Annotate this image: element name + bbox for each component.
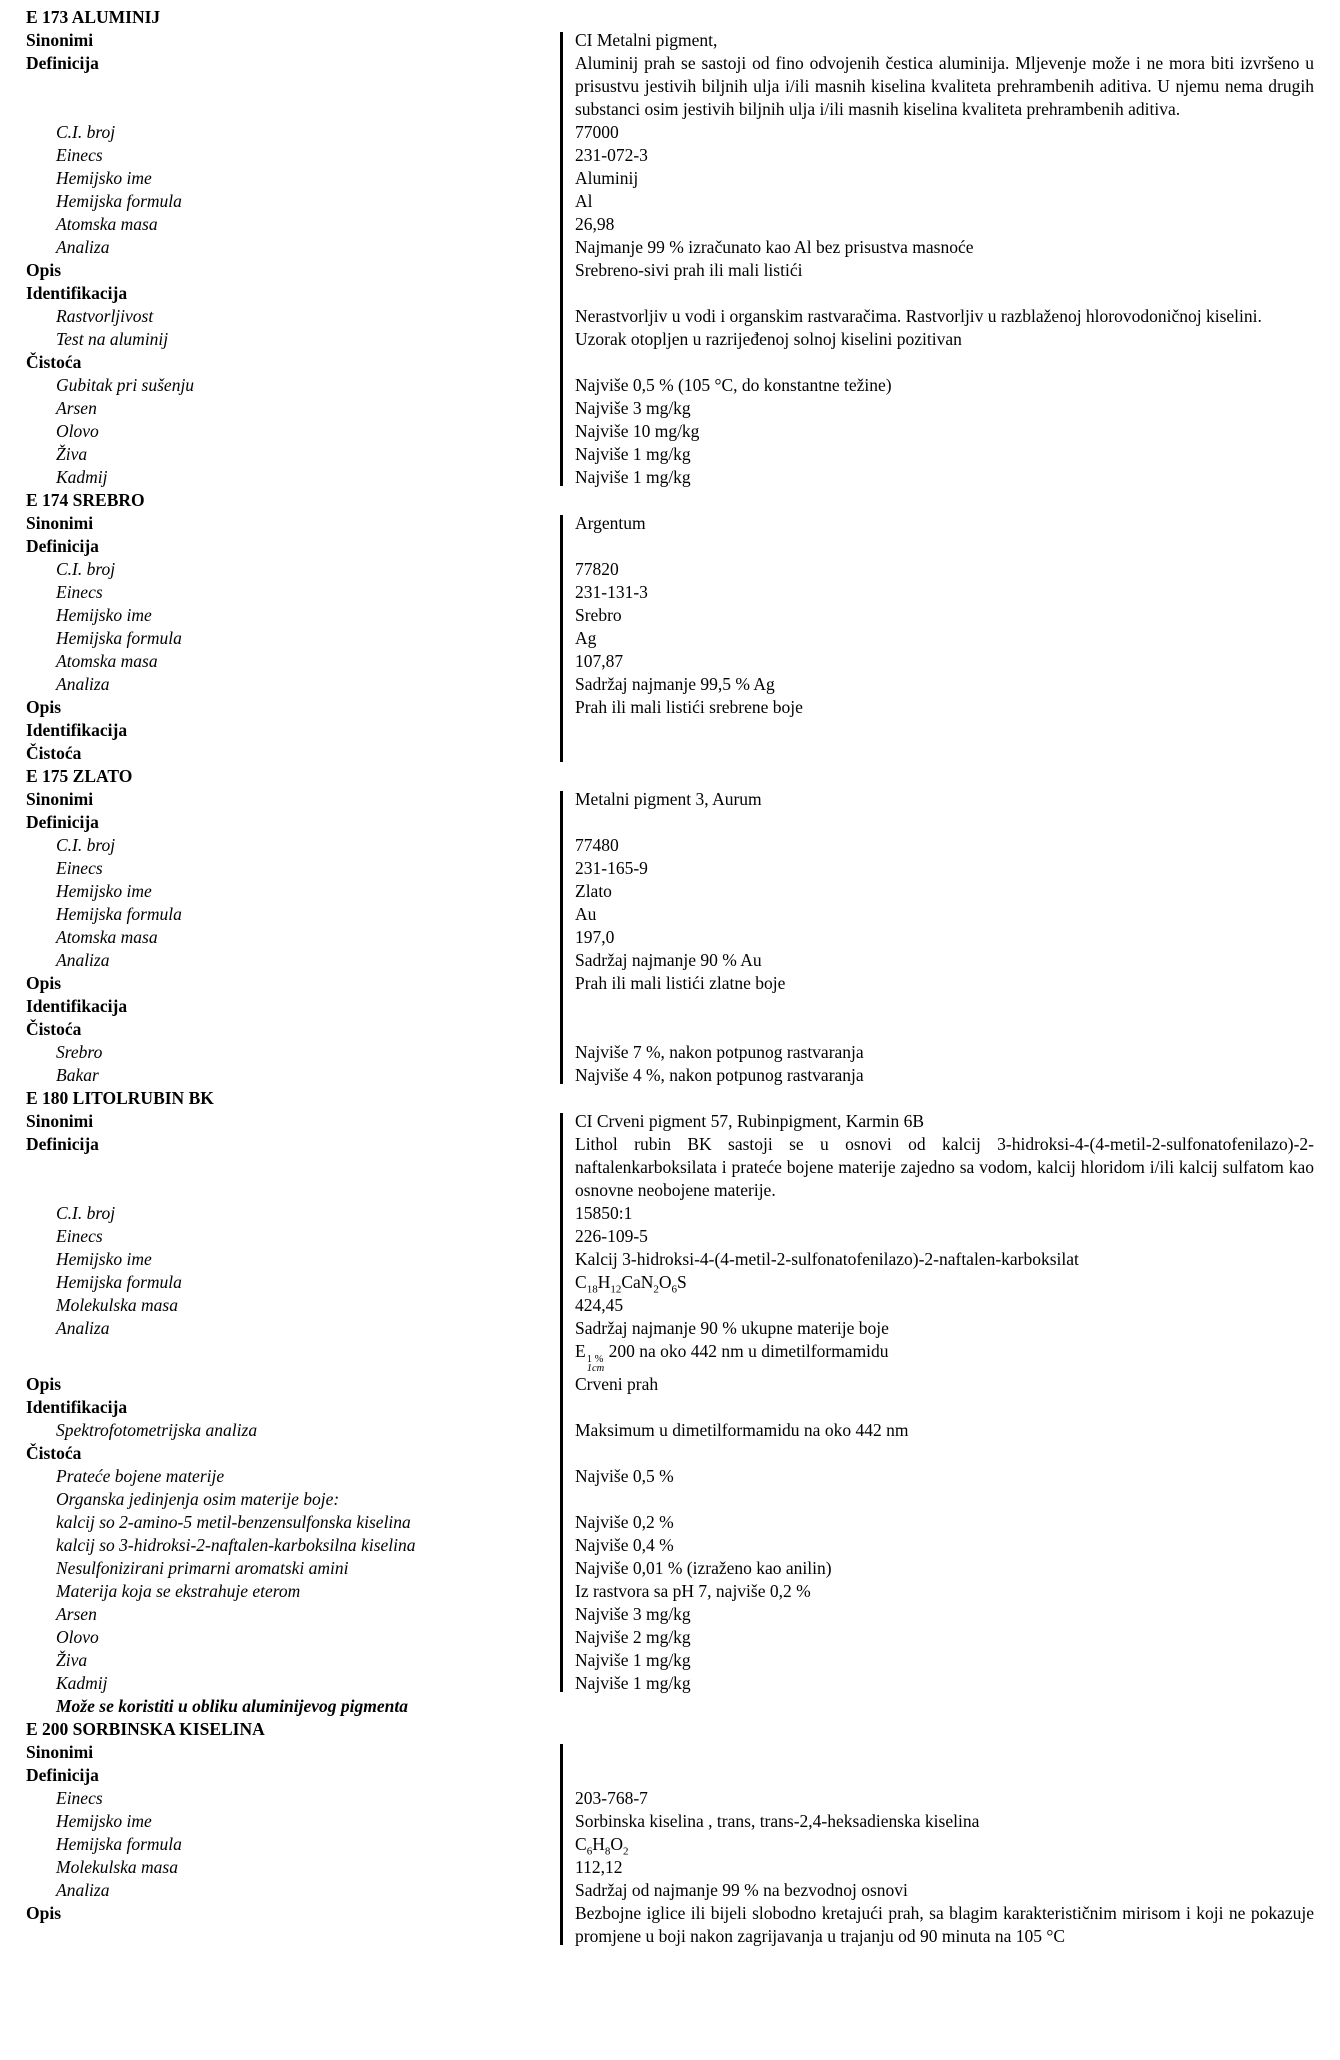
- row-value: 424,45: [575, 1295, 624, 1315]
- row-value: 231-165-9: [575, 858, 648, 878]
- row-value: 231-072-3: [575, 145, 648, 165]
- row-label: Identifikacija: [26, 1397, 128, 1417]
- row-value: Prah ili mali listići zlatne boje: [575, 973, 786, 993]
- spec-row: [0, 857, 1340, 880]
- row-label: Organska jedinjenja osim materije boje:: [56, 1489, 340, 1509]
- spec-row: [0, 1902, 1340, 1948]
- row-label: Atomska masa: [56, 927, 158, 947]
- spec-row: [0, 1373, 1340, 1396]
- row-label: C.I. broj: [56, 1203, 116, 1223]
- row-value: Kalcij 3-hidroksi-4-(4-metil-2-sulfonatofenilazo)-2-naftalen-karboksilat: [575, 1249, 1079, 1269]
- section-body: [0, 512, 1340, 765]
- spec-row: [0, 604, 1340, 627]
- row-label: Definicija: [26, 536, 99, 556]
- spec-row: [0, 236, 1340, 259]
- spec-row: [0, 1396, 1340, 1419]
- row-value: Lithol rubin BK sastoji se u osnovi od kalcij 3-hidroksi-4-(4-metil-2-sulfonatofenilazo)-2-naftalenkarboksilata i prateće bojene materije zajedno sa vodom, kalcij hloridom i/ili kalcij sulfatom kao osnovne neobojene materije.: [575, 1134, 1314, 1200]
- spec-row: [0, 926, 1340, 949]
- row-value: Nerastvorljiv u vodi i organskim rastvaračima. Rastvorljiv u razblaženoj hlorovodoničnoj kiselini.: [575, 306, 1262, 326]
- spec-row: [0, 1580, 1340, 1603]
- row-label: Gubitak pri sušenju: [56, 375, 195, 395]
- sections: [0, 6, 1340, 1948]
- row-value: Uzorak otopljen u razrijeđenoj solnoj kiselini pozitivan: [575, 329, 962, 349]
- row-label: C.I. broj: [56, 122, 116, 142]
- spec-row: [0, 696, 1340, 719]
- row-label: Hemijska formula: [56, 904, 182, 924]
- spec-row: [0, 1810, 1340, 1833]
- spec-row: [0, 52, 1340, 121]
- row-value: [560, 742, 1340, 765]
- row-value: 231-131-3: [575, 582, 648, 602]
- row-value: 203-768-7: [575, 1788, 648, 1808]
- row-value: Najviše 0,5 % (105 °C, do konstantne težine): [575, 375, 892, 395]
- spec-row: [0, 1856, 1340, 1879]
- row-label: Kadmij: [56, 1673, 108, 1693]
- spec-row: [0, 512, 1340, 535]
- row-label: Einecs: [56, 582, 103, 602]
- row-label: Einecs: [56, 1226, 103, 1246]
- row-value: Sadržaj najmanje 90 % ukupne materije boje: [575, 1318, 889, 1338]
- row-label: kalcij so 3-hidroksi-2-naftalen-karboksilna kiselina: [56, 1535, 416, 1555]
- spec-row: [0, 788, 1340, 811]
- row-label: [0, 1340, 560, 1373]
- row-label: Arsen: [56, 398, 97, 418]
- spec-row: [0, 903, 1340, 926]
- row-value: Najviše 0,2 %: [575, 1512, 674, 1532]
- row-label: Prateće bojene materije: [56, 1466, 225, 1486]
- row-label: Čistoća: [26, 1019, 82, 1039]
- row-value: [560, 1340, 1340, 1373]
- section-e200-sorbinska-kiselina: [0, 1718, 1340, 1948]
- row-label: Opis: [26, 260, 62, 280]
- row-label: Kadmij: [56, 467, 108, 487]
- spec-row: [0, 351, 1340, 374]
- spec-row: [0, 1202, 1340, 1225]
- row-value: 77820: [575, 559, 619, 579]
- spec-row: [0, 1133, 1340, 1202]
- spec-row: [0, 719, 1340, 742]
- spec-row: [0, 880, 1340, 903]
- row-value: Al: [575, 191, 593, 211]
- spec-row: [0, 581, 1340, 604]
- section-e174-srebro: [0, 489, 1340, 765]
- row-label: Sinonimi: [26, 1111, 94, 1131]
- row-value: Najviše 3 mg/kg: [575, 398, 691, 418]
- row-value: 77000: [575, 122, 619, 142]
- spec-row: [0, 1041, 1340, 1064]
- row-value: Najviše 4 %, nakon potpunog rastvaranja: [575, 1065, 864, 1085]
- spec-row: [0, 627, 1340, 650]
- row-value: Sadržaj najmanje 99,5 % Ag: [575, 674, 775, 694]
- row-label: Analiza: [56, 674, 110, 694]
- row-label: Spektrofotometrijska analiza: [56, 1420, 258, 1440]
- spec-row: [0, 650, 1340, 673]
- row-label: Identifikacija: [26, 283, 128, 303]
- row-label: Hemijsko ime: [56, 605, 152, 625]
- row-label: kalcij so 2-amino-5 metil-benzensulfonska kiselina: [56, 1512, 411, 1532]
- row-value: [560, 1018, 1340, 1041]
- spec-row: [0, 328, 1340, 351]
- row-label: Opis: [26, 697, 62, 717]
- spec-row: [0, 466, 1340, 489]
- row-value: Najviše 0,4 %: [575, 1535, 674, 1555]
- section-header: E 180 LITOLRUBIN BK: [26, 1088, 214, 1108]
- row-value: Sadržaj najmanje 90 % Au: [575, 950, 762, 970]
- row-value: Bezbojne iglice ili bijeli slobodno kretajući prah, sa blagim karakterističnim mirisom i koji ne pokazuje promjene u boji nakon zagrijavanja u trajanju od 90 minuta na 105 °C: [575, 1903, 1314, 1946]
- spec-row: [0, 1248, 1340, 1271]
- spec-row: [0, 1879, 1340, 1902]
- row-value: Srebreno-sivi prah ili mali listići: [575, 260, 803, 280]
- extinction-coefficient: E 1 % 1cm 200 na oko 442 nm u dimetilformamidu: [575, 1341, 889, 1374]
- row-label: Einecs: [56, 858, 103, 878]
- row-value: [560, 351, 1340, 374]
- row-label: Definicija: [26, 1134, 99, 1154]
- section-header: E 174 SREBRO: [26, 490, 145, 510]
- row-label: Živa: [56, 444, 88, 464]
- spec-row: [0, 1442, 1340, 1465]
- row-label: Olovo: [56, 421, 99, 441]
- row-value: [560, 995, 1340, 1018]
- spec-row: [0, 1626, 1340, 1649]
- row-label: Sinonimi: [26, 1742, 94, 1762]
- row-value: Najviše 1 mg/kg: [575, 467, 691, 487]
- row-label: Hemijska formula: [56, 1834, 182, 1854]
- row-value: $C_6H_8O_2$: [575, 1834, 629, 1858]
- row-label: Atomska masa: [56, 651, 158, 671]
- spec-row: [0, 673, 1340, 696]
- spec-row: [0, 1649, 1340, 1672]
- row-value: Crveni prah: [575, 1374, 659, 1394]
- spec-row: [0, 1271, 1340, 1294]
- row-label: Olovo: [56, 1627, 99, 1647]
- row-label: Sinonimi: [26, 513, 94, 533]
- row-value: 112,12: [575, 1857, 623, 1877]
- spec-row: [0, 1787, 1340, 1810]
- spec-row: [0, 121, 1340, 144]
- row-value: 226-109-5: [575, 1226, 648, 1246]
- spec-row: [0, 1557, 1340, 1580]
- spec-row: [0, 305, 1340, 328]
- row-value: [560, 1488, 1340, 1511]
- row-label: Opis: [26, 1903, 62, 1923]
- spec-row: [0, 558, 1340, 581]
- spec-row: [0, 1488, 1340, 1511]
- row-label: Nesulfonizirani primarni aromatski amini: [56, 1558, 349, 1578]
- row-value: Maksimum u dimetilformamidu na oko 442 nm: [575, 1420, 909, 1440]
- row-value: 26,98: [575, 214, 615, 234]
- row-label: Analiza: [56, 237, 110, 257]
- spec-row: [0, 742, 1340, 765]
- row-value: $C_{18}H_{12}CaN_2O_6S$: [575, 1272, 687, 1296]
- section-body: [0, 29, 1340, 489]
- row-label: Može se koristiti u obliku aluminijevog pigmenta: [56, 1696, 408, 1716]
- row-value: Najviše 1 mg/kg: [575, 1673, 691, 1693]
- row-value: 77480: [575, 835, 619, 855]
- row-value: Prah ili mali listići srebrene boje: [575, 697, 803, 717]
- spec-row: [0, 259, 1340, 282]
- section-header: E 175 ZLATO: [26, 766, 133, 786]
- spec-row: [0, 811, 1340, 834]
- row-value: [560, 811, 1340, 834]
- row-label: Definicija: [26, 53, 99, 73]
- row-label: Einecs: [56, 1788, 103, 1808]
- spec-row: [0, 282, 1340, 305]
- spec-row: [0, 1764, 1340, 1787]
- spec-row: [0, 1225, 1340, 1248]
- row-label: Opis: [26, 973, 62, 993]
- spec-row: [0, 1672, 1340, 1695]
- row-value: Zlato: [575, 881, 612, 901]
- spec-row: [0, 374, 1340, 397]
- row-label: Bakar: [56, 1065, 99, 1085]
- row-value: Najviše 7 %, nakon potpunog rastvaranja: [575, 1042, 864, 1062]
- row-value: Aluminij prah se sastoji od fino odvojenih čestica aluminija. Mljevenje može i ne mora biti izvršeno u prisustvu jestivih biljnih ulja i/ili masnih kiselina kvaliteta prehrambenih aditiva. U njemu nema drugih substanci osim jestivih biljnih ulja i/ili masnih kiselina kvaliteta prehrambenih aditiva.: [575, 53, 1314, 119]
- row-value: CI Metalni pigment,: [575, 30, 718, 50]
- row-label: Opis: [26, 1374, 62, 1394]
- row-value: CI Crveni pigment 57, Rubinpigment, Karmin 6B: [575, 1111, 925, 1131]
- row-value: Najviše 1 mg/kg: [575, 444, 691, 464]
- section-header: E 200 SORBINSKA KISELINA: [26, 1719, 265, 1739]
- row-label: Materija koja se ekstrahuje eterom: [56, 1581, 301, 1601]
- spec-row: [0, 1534, 1340, 1557]
- row-value: Najviše 2 mg/kg: [575, 1627, 691, 1647]
- row-label: Hemijska formula: [56, 1272, 182, 1292]
- row-label: Analiza: [56, 1880, 110, 1900]
- row-label: Identifikacija: [26, 720, 128, 740]
- row-value: Sorbinska kiselina , trans, trans-2,4-heksadienska kiselina: [575, 1811, 980, 1831]
- spec-row: [0, 1695, 1340, 1718]
- row-label: Analiza: [56, 950, 110, 970]
- row-label: Hemijsko ime: [56, 1811, 152, 1831]
- spec-row: [0, 1018, 1340, 1041]
- row-label: Atomska masa: [56, 214, 158, 234]
- section-body: [0, 788, 1340, 1087]
- section-e180-litolrubin-bk: [0, 1087, 1340, 1718]
- row-label: Identifikacija: [26, 996, 128, 1016]
- spec-row: [0, 397, 1340, 420]
- row-label: Hemijska formula: [56, 628, 182, 648]
- row-value: [560, 535, 1340, 558]
- spec-row: [0, 443, 1340, 466]
- row-label: Hemijsko ime: [56, 1249, 152, 1269]
- spec-row: [0, 949, 1340, 972]
- row-label: C.I. broj: [56, 559, 116, 579]
- spec-row: [0, 144, 1340, 167]
- spec-row: [0, 190, 1340, 213]
- section-e175-zlato: [0, 765, 1340, 1087]
- spec-row: [0, 995, 1340, 1018]
- row-value: Najviše 0,5 %: [575, 1466, 674, 1486]
- row-label: Sinonimi: [26, 789, 94, 809]
- row-label: Hemijsko ime: [56, 881, 152, 901]
- row-label: Srebro: [56, 1042, 103, 1062]
- spec-row: [0, 420, 1340, 443]
- row-label: Sinonimi: [26, 30, 94, 50]
- row-label: C.I. broj: [56, 835, 116, 855]
- section-header: E 173 ALUMINIJ: [26, 7, 161, 27]
- row-label: Molekulska masa: [56, 1857, 178, 1877]
- row-value: Ag: [575, 628, 597, 648]
- spec-row: [0, 1465, 1340, 1488]
- row-value: Najviše 3 mg/kg: [575, 1604, 691, 1624]
- row-value: [560, 1396, 1340, 1419]
- row-value: [560, 1695, 1340, 1718]
- spec-row: [0, 972, 1340, 995]
- row-value: Srebro: [575, 605, 622, 625]
- spec-row: [0, 1833, 1340, 1856]
- row-label: Čistoća: [26, 1443, 82, 1463]
- spec-row: [0, 1064, 1340, 1087]
- row-value: Iz rastvora sa pH 7, najviše 0,2 %: [575, 1581, 811, 1601]
- row-value: Najmanje 99 % izračunato kao Al bez prisustva masnoće: [575, 237, 974, 257]
- row-value: Najviše 10 mg/kg: [575, 421, 700, 441]
- row-label: Analiza: [56, 1318, 110, 1338]
- section-body: [0, 1741, 1340, 1948]
- row-label: Arsen: [56, 1604, 97, 1624]
- row-value: Sadržaj od najmanje 99 % na bezvodnoj osnovi: [575, 1880, 908, 1900]
- spec-row: [0, 1317, 1340, 1340]
- row-label: Čistoća: [26, 352, 82, 372]
- row-label: Rastvorljivost: [56, 306, 154, 326]
- row-value: 107,87: [575, 651, 624, 671]
- row-value: Au: [575, 904, 597, 924]
- row-label: Definicija: [26, 812, 99, 832]
- spec-row: [0, 29, 1340, 52]
- row-value: [560, 1764, 1340, 1787]
- row-label: Živa: [56, 1650, 88, 1670]
- spec-row: [0, 1294, 1340, 1317]
- spec-row: [0, 1511, 1340, 1534]
- row-label: Čistoća: [26, 743, 82, 763]
- row-value: [560, 1741, 1340, 1764]
- row-value: 197,0: [575, 927, 615, 947]
- row-value: Najviše 0,01 % (izraženo kao anilin): [575, 1558, 832, 1578]
- spec-row: [0, 1110, 1340, 1133]
- row-label: Definicija: [26, 1765, 99, 1785]
- row-value: Aluminij: [575, 168, 639, 188]
- spec-row: [0, 535, 1340, 558]
- spec-row: [0, 167, 1340, 190]
- row-value: 15850:1: [575, 1203, 633, 1223]
- row-value: [560, 719, 1340, 742]
- row-value: [560, 1442, 1340, 1465]
- row-value: Argentum: [575, 513, 646, 533]
- row-label: Hemijska formula: [56, 191, 182, 211]
- spec-row: [0, 1419, 1340, 1442]
- spec-row: [0, 834, 1340, 857]
- section-e173-aluminij: [0, 6, 1340, 489]
- row-value: Najviše 1 mg/kg: [575, 1650, 691, 1670]
- spec-row: [0, 1603, 1340, 1626]
- spec-row: [0, 1741, 1340, 1764]
- row-label: Test na aluminij: [56, 329, 169, 349]
- row-label: Molekulska masa: [56, 1295, 178, 1315]
- spec-row: [0, 213, 1340, 236]
- section-body: [0, 1110, 1340, 1695]
- row-value: [560, 282, 1340, 305]
- row-label: Einecs: [56, 145, 103, 165]
- row-value: Metalni pigment 3, Aurum: [575, 789, 762, 809]
- row-label: Hemijsko ime: [56, 168, 152, 188]
- spec-row: [0, 1340, 1340, 1373]
